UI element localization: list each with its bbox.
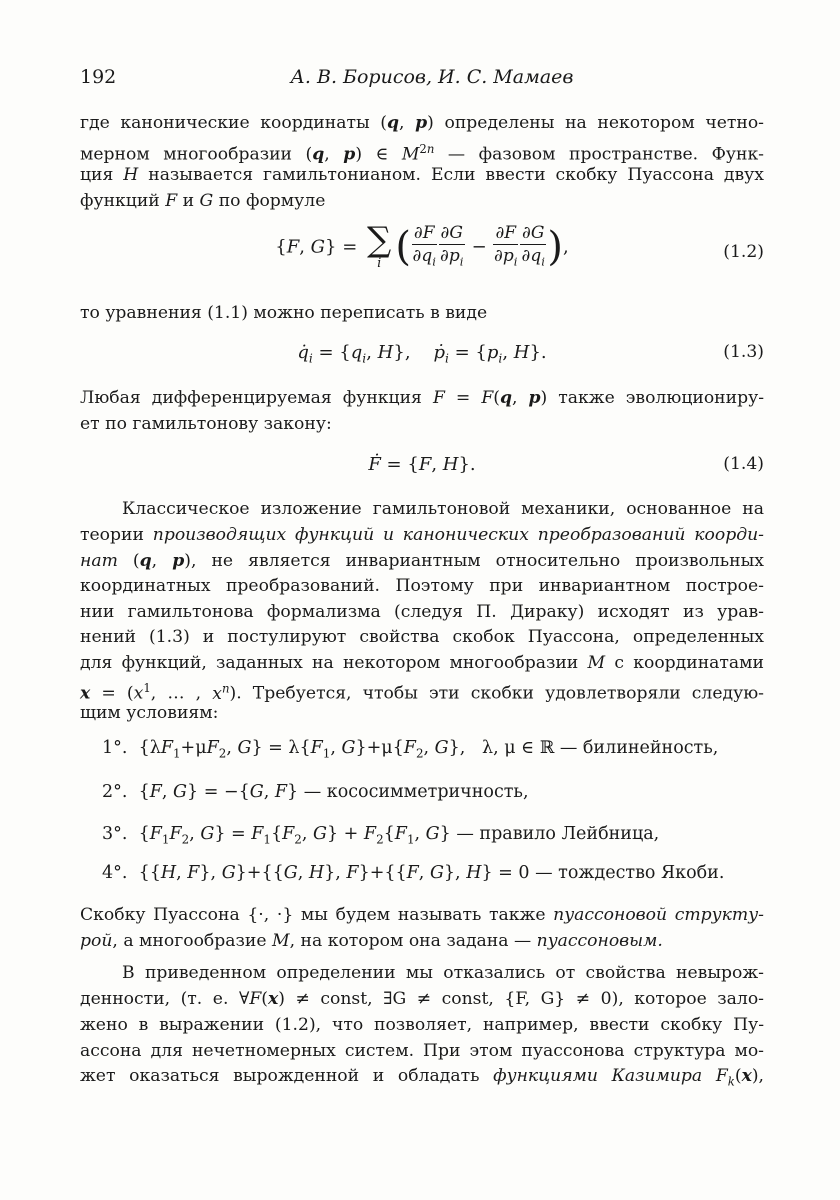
text-line: жет оказаться вырожденной и обладать функциями Казимира $F_k(x)$, (80, 1066, 765, 1089)
text-line: нии гамильтонова формализма (следуя П. Дираку) исходят из урав- (80, 602, 764, 622)
property-item: 3°. {$F_1F_2$, $G\} = F_1\{F_2$, $G\} + F_2\{F_1$, G} — правило Лейбница, (102, 824, 660, 847)
text-line: для функций, заданных на некотором многообразии M с координатами (80, 653, 764, 673)
text-line: Скобку Пуассона {·, ·} мы будем называть также пуассоновой структу- (80, 905, 764, 925)
equation-number: (1.3) (723, 342, 764, 362)
text-line: ет по гамильтонову закону: (80, 414, 332, 434)
equation-1-3 (80, 342, 764, 382)
text-line: мерном многообразии (q, p) ∈ $M^{2n}$ — фазовом пространстве. Функ- (80, 142, 764, 165)
page (80, 0, 764, 1200)
text-line: В приведенном определении мы отказались от свойства невырож- (122, 963, 764, 983)
equation-1-4 (80, 454, 764, 494)
text-line: жено в выражении (1.2), что позволяет, например, ввести скобку Пу- (80, 1015, 764, 1035)
text-line: денности, (т. е. ∀F(x) ≠ const, ∃G ≠ const, {F, G} ≠ 0), которое зало- (80, 989, 764, 1009)
text-line: Классическое изложение гамильтоновой механики, основанное на (122, 499, 764, 519)
equation-body: Ḟ = {F, H}. (368, 454, 476, 475)
property-item: 4°. {{H, F}, G}+{{G, H}, F}+{{F, G}, H} = 0 — тождество Якоби. (102, 863, 725, 883)
running-head: А. В. Борисов, И. С. Мамаев (290, 66, 574, 88)
text-line: $x = (x^1$, … , $x^n$). Требуется, чтобы эти скобки удовлетворяли следую- (80, 681, 764, 704)
equation-body: $q̇_i = \{q_i$, H}, ṗ$_i$ = {$p_i$, H}. (297, 342, 547, 366)
equation-1-2 (80, 222, 764, 288)
property-item: 1°. {$\lambda F_1+\mu F_2$, $G\} = \lambda\{F_1$, $G\}+\mu\{F_2$, G}, λ, μ ∈ ℝ — билинейность, (102, 738, 719, 761)
text-line: то уравнения (1.1) можно переписать в виде (80, 303, 488, 323)
text-line: Любая дифференцируемая функция F = F(q, p) также эволюциониру- (80, 388, 765, 408)
page-header (80, 66, 764, 92)
equation-number: (1.2) (723, 242, 764, 262)
text-line: координатных преобразований. Поэтому при инвариантном построе- (80, 576, 764, 596)
text-line: рой, а многообразие M, на котором она задана — пуассоновым. (80, 931, 663, 951)
text-line: щим условиям: (80, 703, 219, 723)
text-line: нений (1.3) и постулируют свойства скобок Пуассона, определенных (80, 627, 764, 647)
text-line: теории производящих функций и канонических преобразований коорди- (80, 525, 764, 545)
text-line: где канонические координаты (q, p) определены на некотором четно- (80, 113, 764, 133)
text-line: нат (q, p), не является инвариантным относительно произвольных (80, 551, 764, 571)
sum-symbol: ∑ i (367, 220, 392, 272)
equation-body: {F, G} = ∑ i ( $\frac{\partial F}{\partial q_i}$ $\frac{\partial G}{\partial p_i}$ − $\frac{\partial F}{\partial p_i}$ $\frac{\partial G}{\partial q_i}$ ), (275, 220, 569, 272)
text-line: ция H называется гамильтонианом. Если ввести скобку Пуассона двух (80, 165, 764, 185)
equation-number: (1.4) (723, 454, 764, 474)
page-number: 192 (80, 66, 117, 88)
text-line: ассона для нечетномерных систем. При этом пуассонова структура мо- (80, 1041, 764, 1061)
property-item: 2°. {F, G} = −{G, F} — кососимметричность, (102, 782, 529, 802)
text-line: функций F и G по формуле (80, 191, 326, 211)
